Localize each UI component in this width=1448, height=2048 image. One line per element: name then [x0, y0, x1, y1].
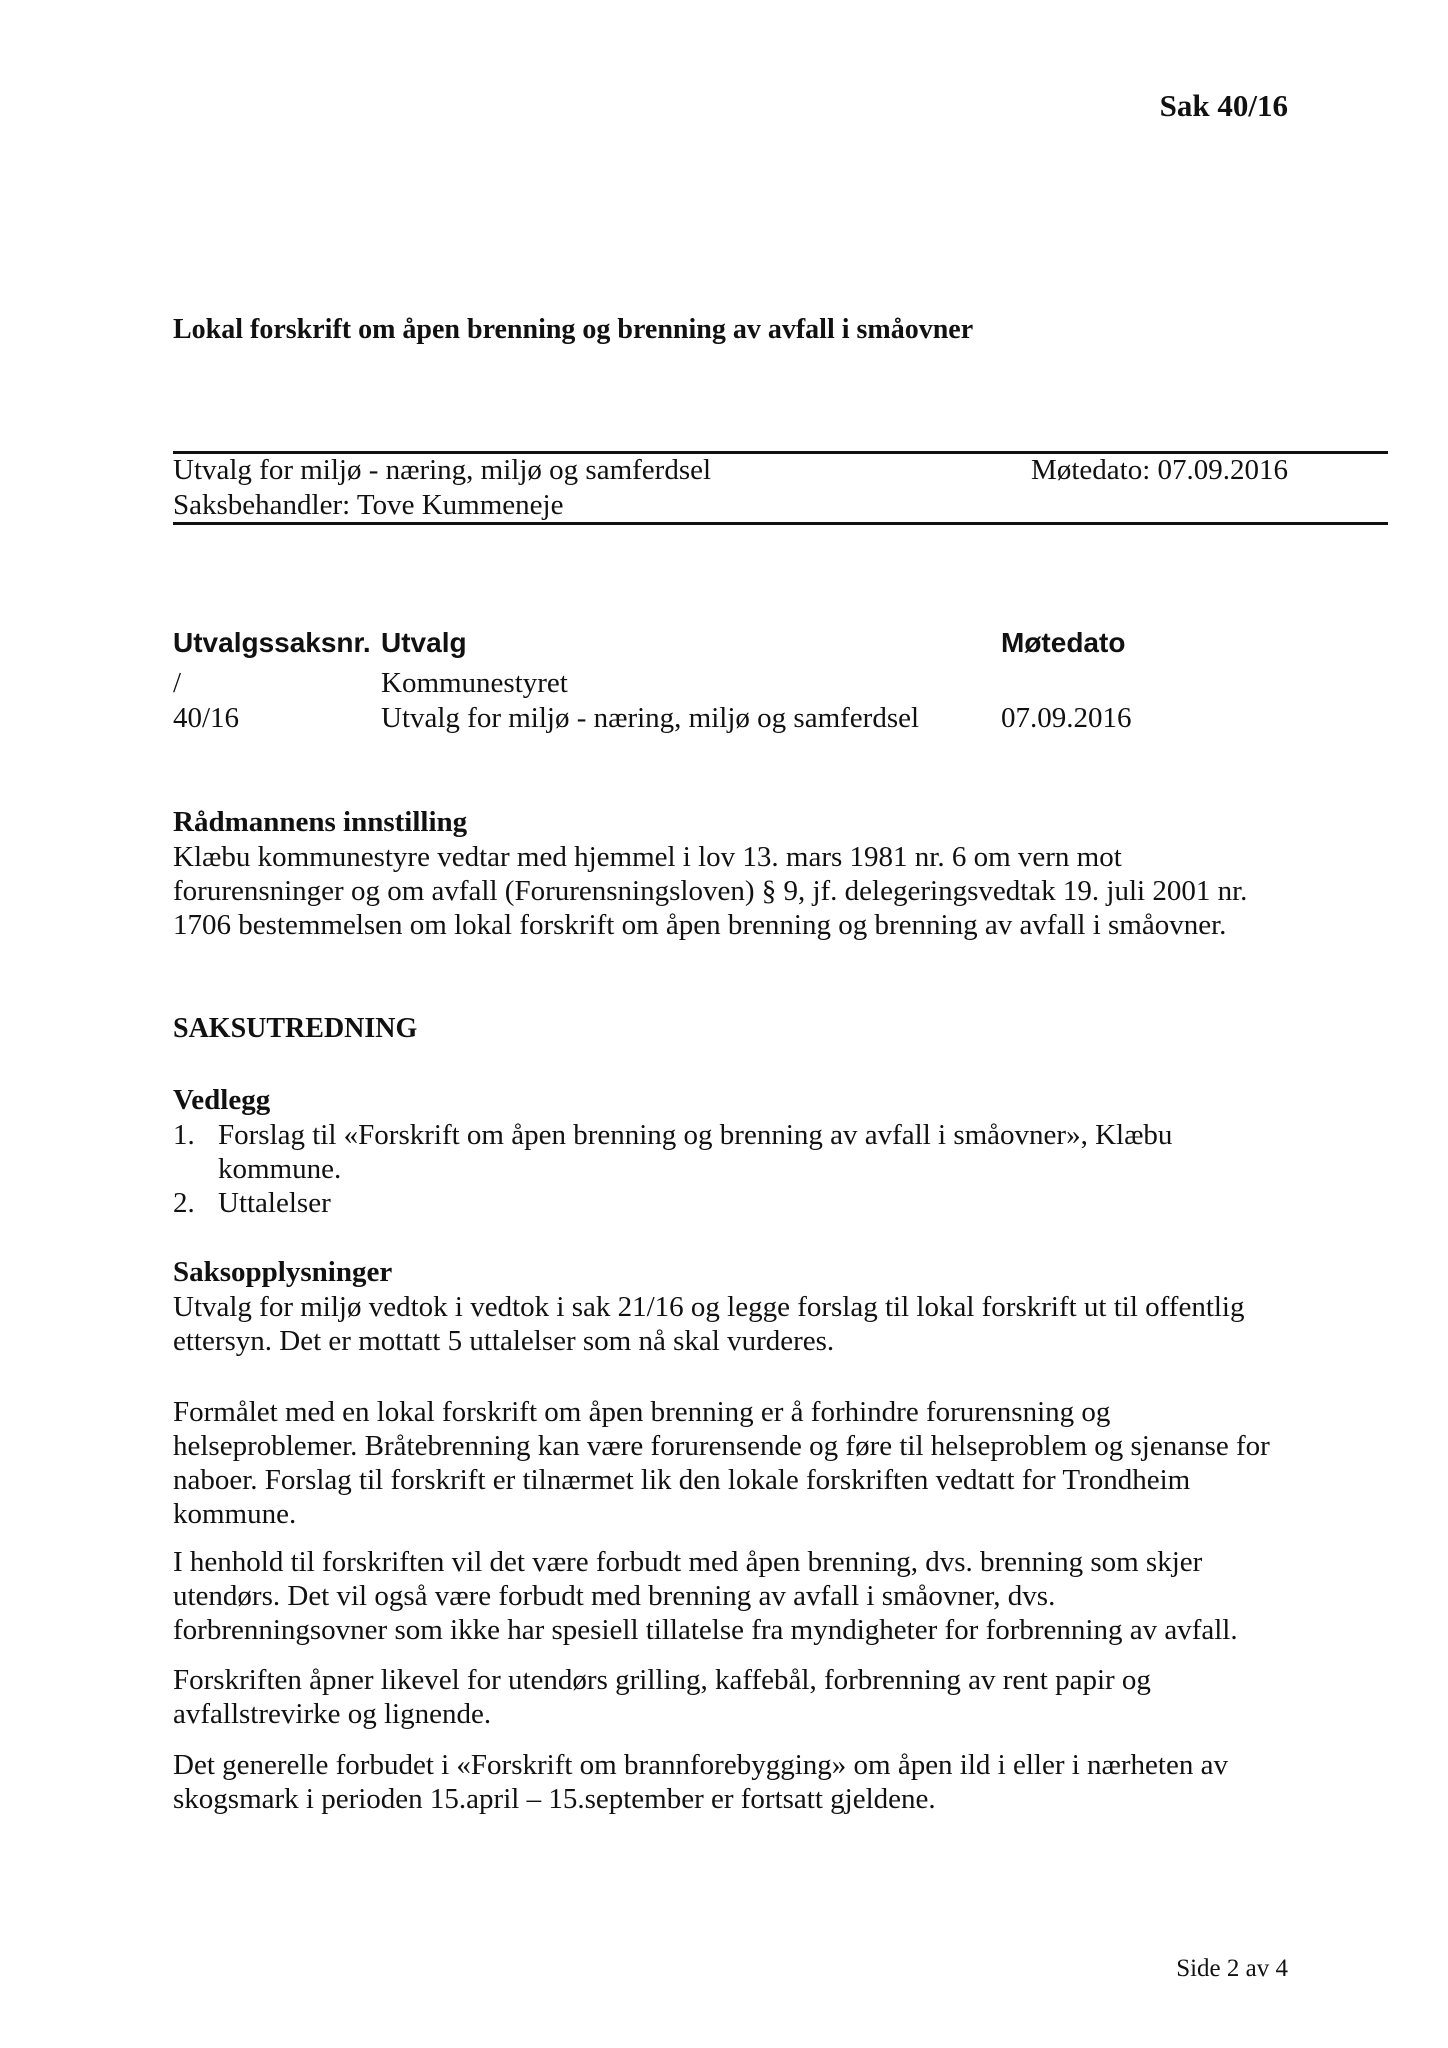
text-line: Utvalg for miljø vedtok i vedtok i sak 21/16 og legge forslag til lokal forskrift ut til offentlig: [173, 1291, 1245, 1323]
case-number: Sak 40/16: [1159, 88, 1288, 123]
text-line: Forskriften åpner likevel for utendørs grilling, kaffebål, forbrenning av rent papir og: [173, 1664, 1151, 1696]
paragraph: [173, 1545, 1388, 1647]
text-line: 1706 bestemmelsen om lokal forskrift om åpen brenning og brenning av avfall i småovner.: [173, 909, 1227, 941]
list-number: 2.: [173, 1187, 195, 1219]
meta-motedato: Møtedato: 07.09.2016: [1031, 454, 1288, 486]
paragraph: [173, 1395, 1388, 1531]
document-title: Lokal forskrift om åpen brenning og brenning av avfall i småovner: [173, 314, 974, 345]
radmann-paragraph: [173, 840, 1388, 942]
table-cell: 40/16: [173, 702, 240, 734]
text-line: forurensninger og om avfall (Forurensningsloven) § 9, jf. delegeringsvedtak 19. juli 2001 nr.: [173, 875, 1248, 907]
table-cell: 07.09.2016: [1001, 702, 1132, 734]
text-line: naboer. Forslag til forskrift er tilnærmet lik den lokale forskriften vedtatt for Trondheim: [173, 1464, 1191, 1496]
vedlegg-list: [173, 1118, 1172, 1220]
text-line: utendørs. Det vil også være forbudt med brenning av avfall i småovner, dvs.: [173, 1580, 1056, 1612]
text-line: kommune.: [173, 1498, 297, 1530]
text-line: I henhold til forskriften vil det være forbudt med åpen brenning, dvs. brenning som skjer: [173, 1546, 1203, 1578]
table-cell: Utvalg for miljø - næring, miljø og samferdsel: [381, 702, 920, 734]
table-header-motedato: Møtedato: [1001, 627, 1126, 658]
list-item: [173, 1118, 1172, 1186]
table-cell: /: [173, 667, 182, 699]
text-line: Forslag til «Forskrift om åpen brenning og brenning av avfall i småovner», Klæbu: [218, 1119, 1173, 1151]
text-line: Uttalelser: [218, 1187, 331, 1219]
list-item: [173, 1186, 1172, 1220]
text-line: Formålet med en lokal forskrift om åpen brenning er å forhindre forurensning og: [173, 1396, 1111, 1428]
text-line: kommune.: [218, 1153, 342, 1185]
paragraph: [173, 1290, 1388, 1358]
saksutredning-heading: SAKSUTREDNING: [173, 1013, 418, 1044]
paragraph: [173, 1663, 1388, 1731]
list-number: 1.: [173, 1119, 195, 1151]
table-header-utvalg: Utvalg: [381, 627, 467, 658]
text-line: avfallstrevirke og lignende.: [173, 1698, 492, 1730]
text-line: forbrenningsovner som ikke har spesiell tillatelse fra myndigheter for forbrenning av avfall.: [173, 1614, 1238, 1646]
paragraph: [173, 1748, 1388, 1816]
meta-utvalg: Utvalg for miljø - næring, miljø og samferdsel: [173, 454, 712, 486]
text-line: Klæbu kommunestyre vedtar med hjemmel i lov 13. mars 1981 nr. 6 om vern mot: [173, 841, 1122, 873]
saksopplysninger-heading: Saksopplysninger: [173, 1256, 393, 1288]
text-line: ettersyn. Det er mottatt 5 uttalelser som nå skal vurderes.: [173, 1325, 835, 1357]
text-line: Det generelle forbudet i «Forskrift om brannforebygging» om åpen ild i eller i nærheten av: [173, 1749, 1228, 1781]
text-line: helseproblemer. Bråtebrenning kan være forurensende og føre til helseproblem og sjenanse for: [173, 1430, 1270, 1462]
vedlegg-heading: Vedlegg: [173, 1084, 271, 1116]
table-cell: Kommunestyret: [381, 667, 568, 699]
meta-saksbehandler: Saksbehandler: Tove Kummeneje: [173, 489, 564, 521]
text-line: skogsmark i perioden 15.april – 15.september er fortsatt gjeldene.: [173, 1783, 936, 1815]
table-header-saksnr: Utvalgssaksnr.: [173, 627, 371, 658]
header-rule-bottom: [173, 522, 1388, 525]
radmann-heading: Rådmannens innstilling: [173, 806, 468, 838]
page-number: Side 2 av 4: [1176, 1955, 1288, 1982]
